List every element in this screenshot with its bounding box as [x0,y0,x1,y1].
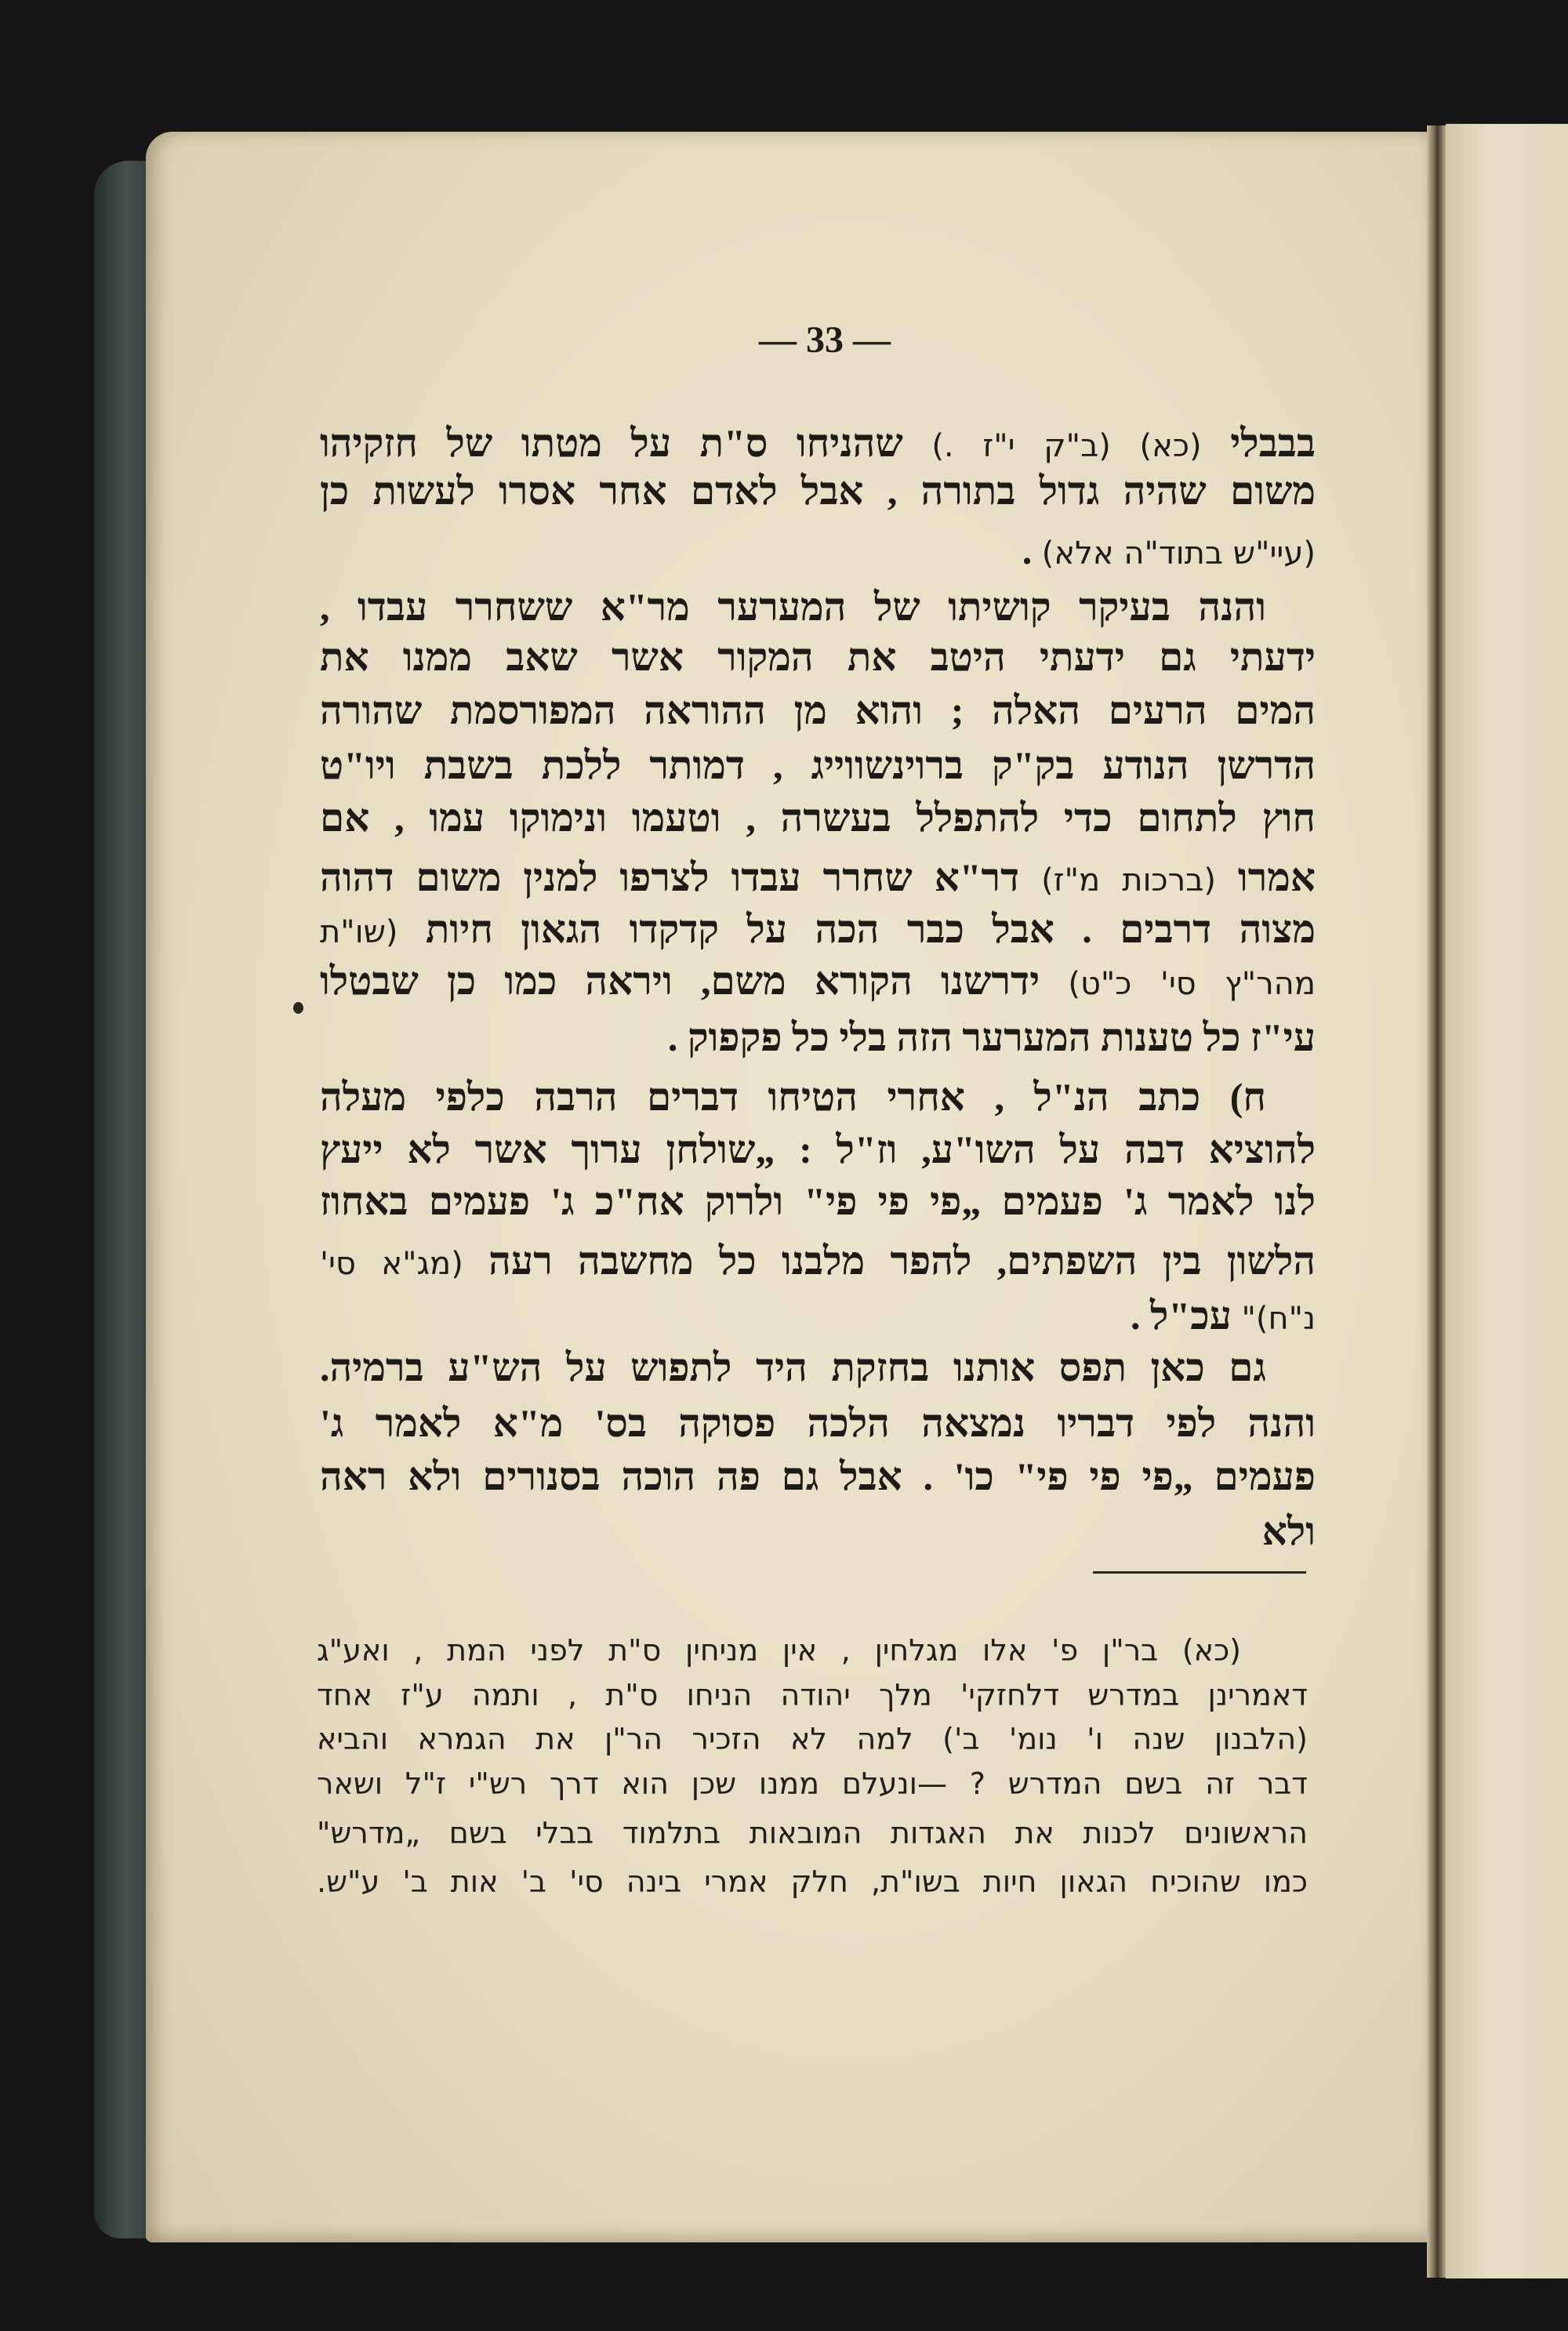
text-line [320,1233,1316,1288]
footnote-line: דאמרינן במדרש דלחזקי' מלך יהודה הניחו ס"ת , ותמה ע"ז אחד [317,1678,1308,1712]
text-line: ידעתי גם ידעתי היטב את המקור אשר שאב ממנו את [320,635,1316,679]
text-line: ח) כתב הנ"ל , אחרי הטיחו דברים הרבה כלפי מעלה [320,1075,1266,1119]
ink-speck [293,1002,303,1014]
text-segment: שהניחו ס"ת על מטתו של חזקיהו [319,421,932,465]
text-segment: מצוה דרבים . אבל כבר הכה על קדקדו הגאון חיות [397,907,1316,951]
text-line: גם כאן תפס אותנו בחזקת היד לתפוש על הש"ע ברמיה. [320,1345,1266,1389]
footnote-line: כמו שהוכיח הגאון חיות בשו"ת, חלק אמרי בינה סי' ב' אות ב' ע"ש. [317,1864,1308,1899]
footnote-line: (כא) בר"ן פ' אלו מגלחין , אין מניחין ס"ת לפני המת , ואע"ג [317,1633,1241,1668]
text-line: פעמים „פי פי פי" כו' . אבל גם פה הוכה בסנורים ולא ראה [320,1454,1316,1498]
page-gutter [1427,125,1446,2278]
text-segment: בבבלי [1201,421,1316,465]
catchword: ולא [1261,1509,1316,1553]
text-line: להוציא דבה על השו"ע, וז"ל : „שולחן ערוך אשר לא ייעץ [320,1127,1316,1171]
page-number: — 33 — [759,319,891,361]
footnote-line: (הלבנון שנה ו' נומ' ב') למה לא הזכיר הר"ן את הגמרא והביא [317,1722,1308,1756]
text-segment: הלשון בין השפתים, להפר מלבנו כל מחשבה רעה [463,1239,1316,1283]
citation-segment: (כא) (ב"ק י"ז .) [931,428,1202,464]
text-line [320,902,1316,957]
text-line [1131,1288,1316,1343]
text-line [1022,523,1316,578]
text-line: הדרשן הנודע בק"ק ברוינשווייג , דמותר ללכת בשבת ויו"ט [320,743,1316,787]
footnote-line: דבר זה בשם המדרש ? —ונעלם ממנו שכן הוא דרך רש"י ז"ל ושאר [317,1766,1308,1801]
text-line: לנו לאמר ג' פעמים „פי פי פי" ולרוק אח"כ ג' פעמים באחוז [320,1179,1316,1223]
text-line: והנה לפי דבריו נמצאה הלכה פסוקה בס' מ"א לאמר ג' [320,1401,1316,1445]
citation-segment: מהר"ץ סי' כ"ט) [1068,966,1316,1002]
citation-segment: (עיי"ש בתוד"ה אלא) [1041,536,1316,572]
footnote-separator-rule [1093,1571,1306,1574]
citation-segment: (ברכות מ"ז) [1041,862,1216,899]
text-segment: עכ"ל . [1131,1294,1242,1338]
facing-page-edge [1446,124,1568,2278]
text-line: עי"ז כל טענות המערער הזה בלי כל פקפוק . [667,1015,1316,1059]
citation-segment: (מג"א סי' [320,1246,463,1282]
footnote-line: הראשונים לכנות את האגדות המובאות בתלמוד בבלי בשם „מדרש" [317,1816,1308,1850]
citation-segment: נ"ח)" [1241,1301,1316,1337]
text-segment: ידרשנו הקורא משם, ויראה כמו כן שבטלו [319,959,1069,1003]
text-line [320,953,1316,1008]
text-line [320,850,1316,905]
text-segment: דר"א שחרר עבדו לצרפו למנין משום דהוה [320,855,1042,899]
text-line: משום שהיה גדול בתורה , אבל לאדם אחר אסרו לעשות כן [320,469,1316,513]
text-segment: אמרו [1215,855,1316,899]
citation-segment: (שו"ת [320,914,398,950]
text-line [320,416,1316,470]
text-segment: . [1022,528,1042,572]
text-line: המים הרעים האלה ; והוא מן ההוראה המפורסמת שהורה [320,688,1316,732]
text-line: חוץ לתחום כדי להתפלל בעשרה , וטעמו ונימוקו עמו , אם [320,796,1316,840]
text-line: והנה בעיקר קושיתו של המערער מר"א ששחרר עבדו , [320,585,1266,629]
